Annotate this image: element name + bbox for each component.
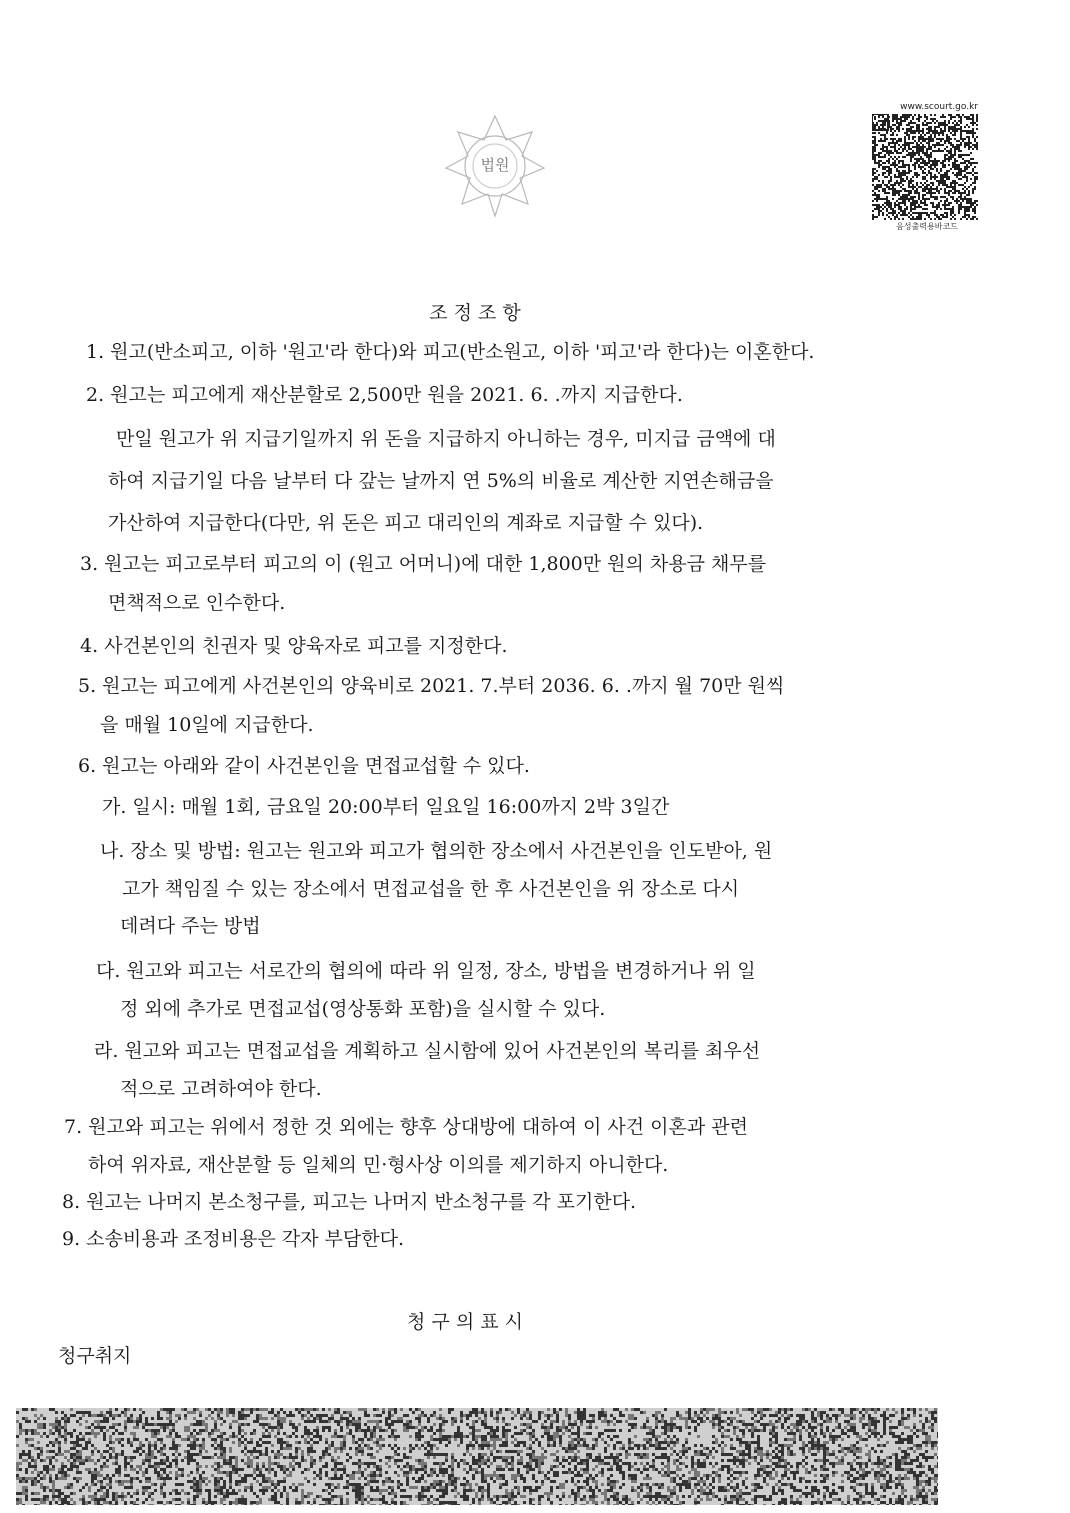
barcode-strip-icon bbox=[16, 1408, 938, 1505]
clause-2-line-4: 가산하여 지급한다(다만, 위 돈은 피고 대리인의 계좌로 지급할 수 있다). bbox=[108, 512, 704, 534]
clause-6: 6. 원고는 아래와 같이 사건본인을 면접교섭할 수 있다. bbox=[78, 755, 530, 777]
clause-1: 1. 원고(반소피고, 이하 '원고'라 한다)와 피고(반소원고, 이하 '피고'라 한다)는 이혼한다. bbox=[86, 341, 815, 363]
court-seal-icon bbox=[440, 110, 550, 220]
clause-6-item-da: 다. 원고와 피고는 서로간의 협의에 따라 위 일정, 장소, 방법을 변경하거나 위 일 bbox=[96, 960, 756, 982]
clause-6-item-ga: 가. 일시: 매월 1회, 금요일 20:00부터 일요일 16:00까지 2박 3일간 bbox=[102, 796, 670, 818]
clause-3: 3. 원고는 피고로부터 피고의 이 (원고 어머니)에 대한 1,800만 원의 차용금 채무를 bbox=[80, 553, 767, 575]
section-title-adjustment: 조 정 조 항 bbox=[429, 302, 521, 324]
clause-5-line-2: 을 매월 10일에 지급한다. bbox=[100, 714, 314, 736]
clause-6-item-da-line-2: 정 외에 추가로 면접교섭(영상통화 포함)을 실시할 수 있다. bbox=[120, 998, 606, 1020]
clause-2-line-3: 하여 지급기일 다음 날부터 다 갚는 날까지 연 5%의 비율로 계산한 지연손해금을 bbox=[108, 470, 774, 492]
clause-6-item-na-line-3: 데려다 주는 방법 bbox=[120, 915, 261, 937]
qr-url: www.scourt.go.kr bbox=[900, 102, 978, 112]
section-title-claim: 청 구 의 표 시 bbox=[407, 1311, 523, 1333]
clause-7-line-2: 하여 위자료, 재산분할 등 일체의 민·형사상 이의를 제기하지 아니한다. bbox=[88, 1154, 669, 1176]
qr-caption: 음성출력용바코드 bbox=[896, 222, 958, 231]
qr-code-icon bbox=[872, 114, 978, 220]
clause-5: 5. 원고는 피고에게 사건본인의 양육비로 2021. 7.부터 2036. 6. .까지 월 70만 원씩 bbox=[78, 675, 785, 697]
seal-text: 법원 bbox=[480, 156, 510, 174]
clause-7: 7. 원고와 피고는 위에서 정한 것 외에는 향후 상대방에 대하여 이 사건 이혼과 관련 bbox=[64, 1116, 748, 1138]
clause-6-item-na: 나. 장소 및 방법: 원고는 원고와 피고가 협의한 장소에서 사건본인을 인도받아, 원 bbox=[100, 840, 773, 862]
clause-6-item-ra: 라. 원고와 피고는 면접교섭을 계획하고 실시함에 있어 사건본인의 복리를 최우선 bbox=[94, 1040, 761, 1062]
clause-8: 8. 원고는 나머지 본소청구를, 피고는 나머지 반소청구를 각 포기한다. bbox=[62, 1191, 637, 1213]
clause-9: 9. 소송비용과 조정비용은 각자 부담한다. bbox=[62, 1228, 404, 1250]
clause-2: 2. 원고는 피고에게 재산분할로 2,500만 원을 2021. 6. .까지 지급한다. bbox=[86, 384, 683, 406]
clause-2-line-2: 만일 원고가 위 지급기일까지 위 돈을 지급하지 아니하는 경우, 미지급 금액에 대 bbox=[116, 428, 776, 450]
clause-4: 4. 사건본인의 친권자 및 양육자로 피고를 지정한다. bbox=[80, 635, 508, 657]
claim-subtitle: 청구취지 bbox=[58, 1345, 132, 1367]
clause-6-item-na-line-2: 고가 책임질 수 있는 장소에서 면접교섭을 한 후 사건본인을 위 장소로 다시 bbox=[122, 878, 740, 900]
qr-code-block bbox=[872, 102, 982, 232]
clause-3-line-2: 면책적으로 인수한다. bbox=[108, 592, 286, 614]
clause-6-item-ra-line-2: 적으로 고려하여야 한다. bbox=[120, 1078, 322, 1100]
